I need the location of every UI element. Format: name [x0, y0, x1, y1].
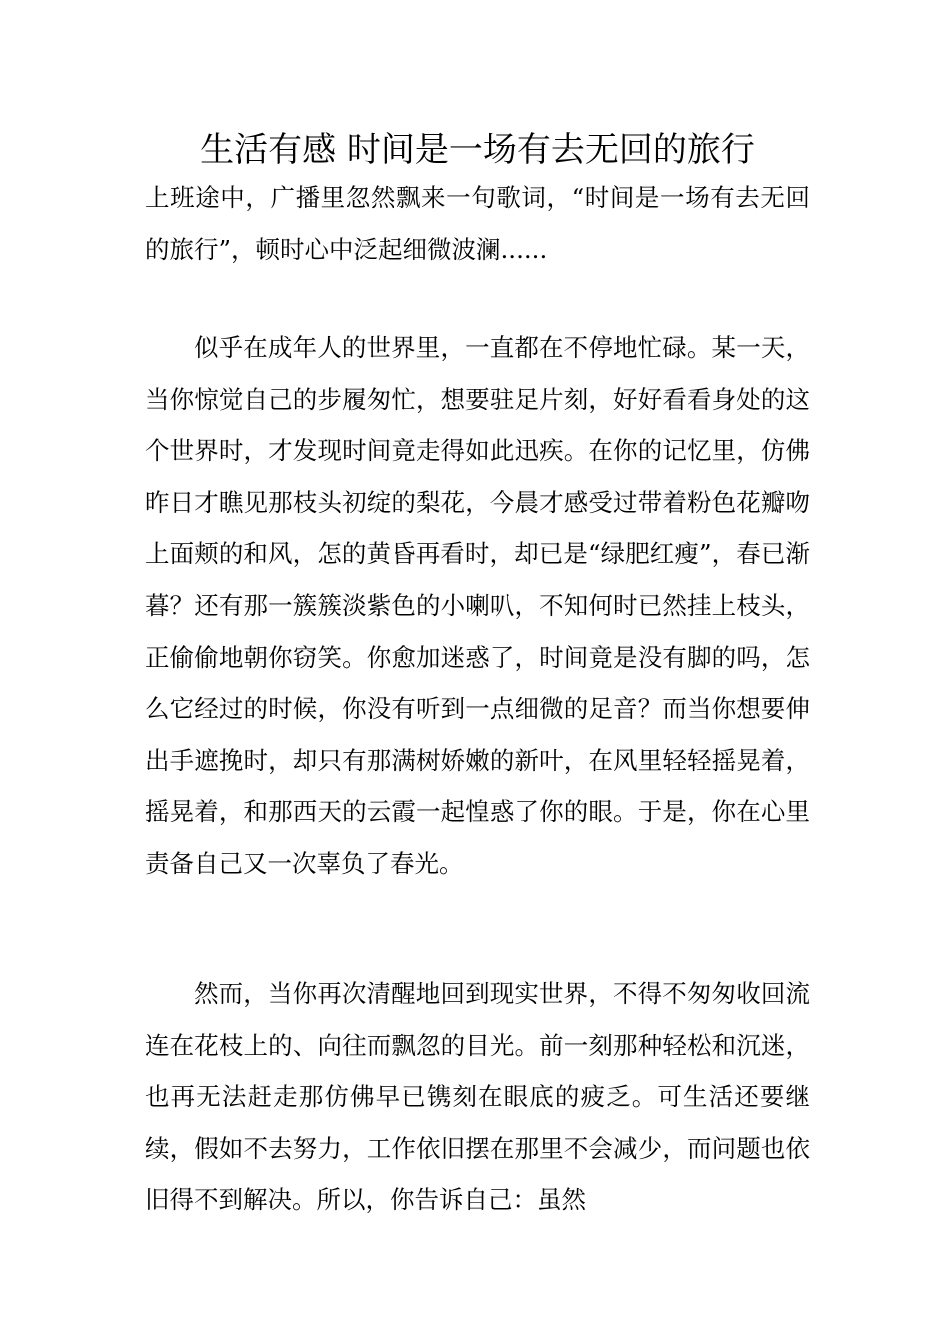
intro-paragraph: 上班途中，广播里忽然飘来一句歌词，“时间是一场有去无回的旅行”，顿时心中泛起细微波澜......	[145, 183, 810, 264]
page-title: 生活有感 时间是一场有去无回的旅行	[200, 130, 755, 170]
body-paragraph-1: 似乎在成年人的世界里，一直都在不停地忙碌。某一天，当你惊觉自己的步履匆忙，想要驻足片刻，好好看看身处的这个世界时，才发现时间竟走得如此迅疾。在你的记忆里，仿佛昨日才瞧见那枝头初绽的梨花，今晨才感受过带着粉色花瓣吻上面颊的和风，怎的黄昏再看时，却已是“绿肥红瘦”，春已渐暮？还有那一簇簇淡紫色的小喇叭，不知何时已然挂上枝头，正偷偷地朝你窃笑。你愈加迷惑了，时间竟是没有脚的吗，怎么它经过的时候，你没有听到一点细微的足音？而当你想要伸出手遮挽时，却只有那满树娇嫩的新叶，在风里轻轻摇晃着，摇晃着，和那西天的云霞一起惶惑了你的眼。于是，你在心里责备自己又一次辜负了春光。	[145, 333, 810, 878]
body-paragraph-2: 然而，当你再次清醒地回到现实世界，不得不匆匆收回流连在花枝上的、向往而飘忽的目光。前一刻那种轻松和沉迷，也再无法赶走那仿佛早已镌刻在眼底的疲乏。可生活还要继续，假如不去努力，工作依旧摆在那里不会减少，而问题也依旧得不到解决。所以，你告诉自己：虽然	[145, 979, 810, 1215]
